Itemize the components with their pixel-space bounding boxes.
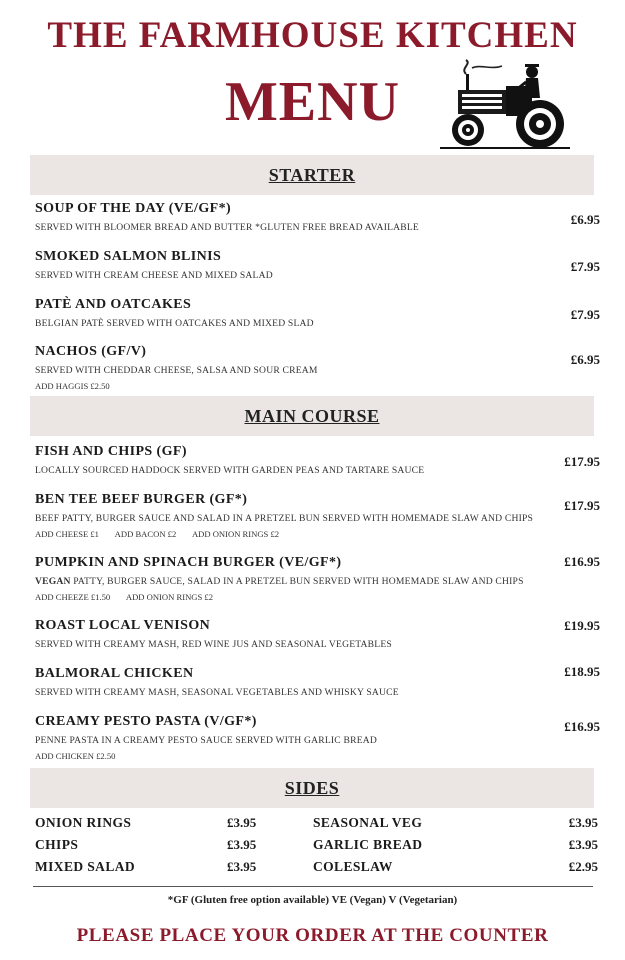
side-name: GARLIC BREAD — [313, 837, 423, 852]
menu-item — [35, 666, 603, 702]
dietary-footnote: *GF (Gluten free option available) VE (Vegan) V (Vegetarian) — [167, 894, 458, 906]
sides-row — [35, 837, 600, 859]
item-name: ROAST LOCAL VENISON — [35, 618, 211, 633]
vegan-highlight: VEGAN — [35, 576, 71, 587]
side-price: £3.95 — [227, 837, 257, 852]
menu-item — [35, 618, 603, 654]
item-description: LOCALLY SOURCED HADDOCK SERVED WITH GARDEN PEAS AND TARTARE SAUCE — [35, 465, 425, 476]
side-price: £3.95 — [568, 837, 598, 852]
side-price: £2.95 — [568, 859, 598, 874]
item-name: FISH AND CHIPS (GF) — [35, 444, 187, 459]
item-addon: ADD CHEESE £1 — [35, 529, 99, 539]
item-name: CREAMY PESTO PASTA (V/GF*) — [35, 714, 257, 729]
item-name: SOUP OF THE DAY (VE/GF*) — [35, 201, 232, 216]
item-price: £16.95 — [564, 554, 600, 569]
item-addon: ADD ONION RINGS £2 — [191, 529, 280, 539]
item-name: PUMPKIN AND SPINACH BURGER (VE/GF*) — [35, 555, 342, 570]
menu-item — [35, 555, 603, 605]
sides-row — [35, 859, 600, 881]
section-header-main-course: MAIN COURSE — [30, 396, 594, 436]
sides-list — [35, 815, 600, 881]
side-name: CHIPS — [35, 837, 79, 852]
menu-item — [35, 201, 603, 239]
side-price: £3.95 — [227, 815, 257, 830]
item-price: £17.95 — [564, 498, 600, 513]
section-header-sides: SIDES — [30, 768, 594, 808]
item-price: £7.95 — [570, 307, 600, 322]
item-price: £7.95 — [570, 259, 600, 274]
item-addon: ADD BACON £2 — [114, 529, 177, 539]
item-price: £6.95 — [570, 352, 600, 368]
side-price: £3.95 — [227, 859, 257, 874]
item-name: PATÈ AND OATCAKES — [35, 297, 192, 312]
item-price: £18.95 — [564, 664, 600, 680]
item-description-text: PATTY, BURGER SAUCE, SALAD IN A PRETZEL BUN SERVED WITH HOMEMADE SLAW AND CHIPS — [70, 576, 524, 587]
item-description: PENNE PASTA IN A CREAMY PESTO SAUCE SERVED WITH GARLIC BREAD — [35, 735, 378, 746]
item-name: BALMORAL CHICKEN — [35, 666, 194, 681]
item-addon: ADD CHEEZE £1.50 — [35, 592, 111, 602]
item-addon: ADD HAGGIS £2.50 — [35, 381, 110, 391]
menu-item — [35, 297, 603, 333]
item-description: SERVED WITH CREAMY MASH, RED WINE JUS AND SEASONAL VEGETABLES — [35, 639, 392, 650]
item-price: £16.95 — [564, 719, 600, 734]
item-name: NACHOS (GF/V) — [35, 344, 147, 359]
item-price: £17.95 — [564, 454, 600, 469]
item-description: SERVED WITH BLOOMER BREAD AND BUTTER *GLUTEN FREE BREAD AVAILABLE — [35, 222, 419, 233]
item-description: BELGIAN PATÈ SERVED WITH OATCAKES AND MIXED SLAD — [35, 318, 314, 329]
item-description — [35, 576, 603, 587]
side-name: MIXED SALAD — [35, 859, 136, 874]
order-notice: PLEASE PLACE YOUR ORDER AT THE COUNTER — [76, 925, 549, 946]
side-name: COLESLAW — [313, 859, 393, 874]
item-addons — [35, 529, 603, 539]
item-description: SERVED WITH CREAM CHEESE AND MIXED SALAD — [35, 270, 273, 281]
side-name: SEASONAL VEG — [313, 815, 423, 830]
divider — [33, 886, 593, 887]
sides-row — [35, 815, 600, 837]
restaurant-title: THE FARMHOUSE KITCHEN — [47, 15, 578, 56]
item-price: £6.95 — [570, 212, 600, 227]
item-description: SERVED WITH CHEDDAR CHEESE, SALSA AND SOUR CREAM — [35, 365, 318, 376]
item-description: SERVED WITH CREAMY MASH, SEASONAL VEGETABLES AND WHISKY SAUCE — [35, 687, 399, 698]
menu-item — [35, 492, 603, 542]
menu-item — [35, 249, 603, 285]
item-name: SMOKED SALMON BLINIS — [35, 249, 222, 264]
item-description: BEEF PATTY, BURGER SAUCE AND SALAD IN A PRETZEL BUN SERVED WITH HOMEMADE SLAW AND CHIPS — [35, 513, 534, 524]
menu-item — [35, 444, 603, 480]
item-addons — [35, 592, 603, 602]
tractor-icon — [436, 58, 572, 152]
menu-item — [35, 344, 603, 392]
menu-item — [35, 714, 603, 764]
side-name: ONION RINGS — [35, 815, 132, 830]
side-price: £3.95 — [568, 815, 598, 830]
section-header-starter: STARTER — [30, 155, 594, 195]
item-name: BEN TEE BEEF BURGER (GF*) — [35, 492, 248, 507]
item-addon: ADD ONION RINGS £2 — [125, 592, 214, 602]
item-addon: ADD CHICKEN £2.50 — [35, 751, 116, 761]
menu-heading: MENU — [224, 71, 401, 133]
item-price: £19.95 — [564, 617, 600, 633]
